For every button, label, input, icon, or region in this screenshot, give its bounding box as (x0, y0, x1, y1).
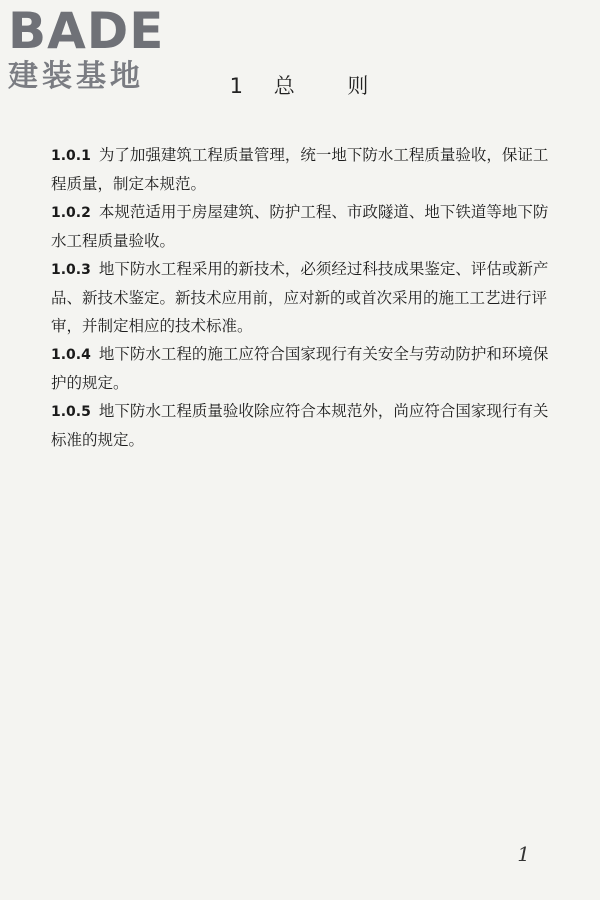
clause-number: 1.0.5 (51, 404, 91, 420)
clause-text: 为了加强建筑工程质量管理，统一地下防水工程质量验收，保证工程质量，制定本规范。 (51, 146, 549, 193)
clause-number: 1.0.4 (51, 347, 91, 363)
clause-number: 1.0.1 (51, 148, 91, 164)
clause-1-0-1 (51, 141, 551, 198)
clause-text: 地下防水工程采用的新技术，必须经过科技成果鉴定、评估或新产品、新技术鉴定。新技术应用前，应对新的或首次采用的施工工艺进行评审，并制定相应的技术标准。 (51, 260, 549, 335)
clause-number: 1.0.2 (51, 205, 91, 221)
page-number: 1 (517, 842, 530, 866)
clause-1-0-5 (51, 397, 551, 454)
chapter-title-char-1: 总 (273, 74, 297, 98)
clause-number: 1.0.3 (51, 262, 91, 278)
logo-subtitle: 建装基地 (8, 59, 144, 94)
clause-1-0-4 (51, 340, 551, 397)
clause-1-0-3 (51, 255, 551, 340)
logo-wordmark: BADE (8, 2, 165, 60)
chapter-title (0, 70, 600, 100)
clause-list (51, 141, 551, 454)
clause-text: 地下防水工程的施工应符合国家现行有关安全与劳动防护和环境保护的规定。 (51, 345, 549, 392)
chapter-number: 1 (229, 74, 245, 98)
clause-text: 本规范适用于房屋建筑、防护工程、市政隧道、地下铁道等地下防水工程质量验收。 (51, 203, 549, 250)
chapter-title-char-2: 则 (347, 74, 371, 98)
clause-1-0-2 (51, 198, 551, 255)
clause-text: 地下防水工程质量验收除应符合本规范外，尚应符合国家现行有关标准的规定。 (51, 402, 549, 449)
